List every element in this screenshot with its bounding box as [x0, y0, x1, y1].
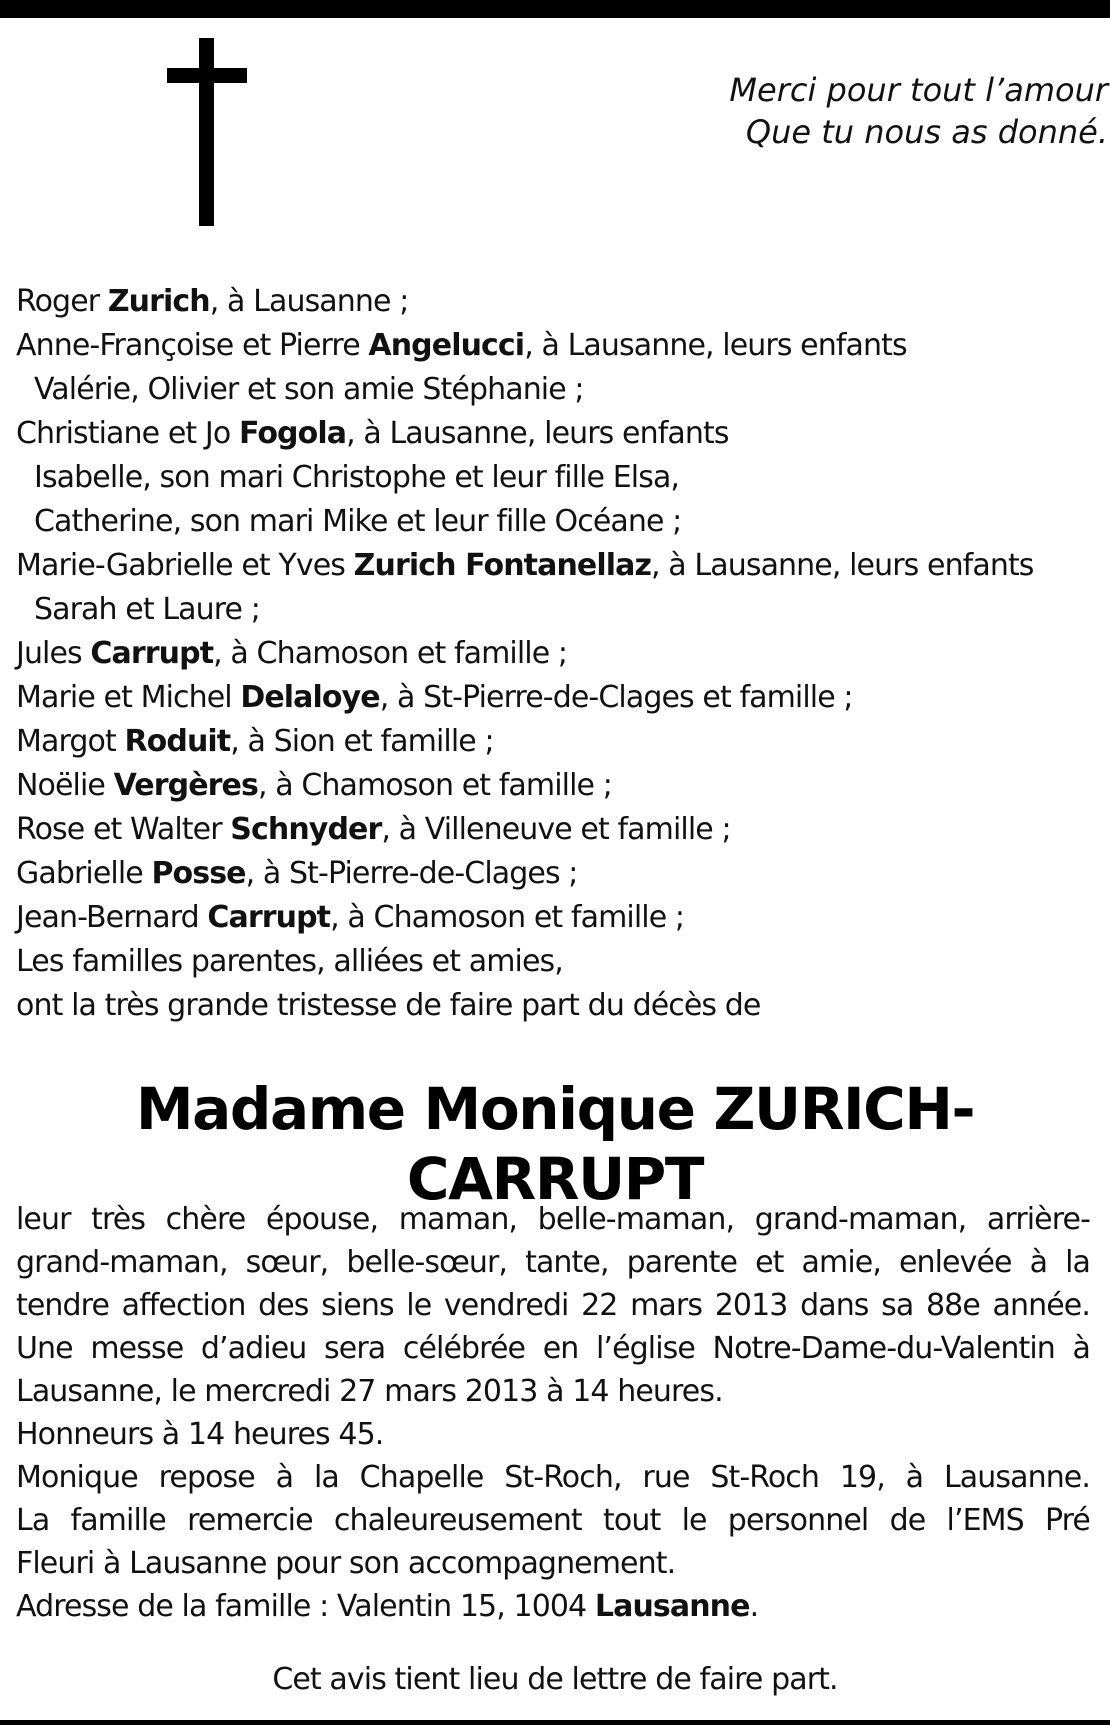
- mourner-line: Noëlie Vergères, à Chamoson et famille ;: [16, 768, 612, 803]
- body-line: Fleuri à Lausanne pour son accompagnement.: [16, 1546, 676, 1581]
- mourner-line: Gabrielle Posse, à St-Pierre-de-Clages ;: [16, 856, 578, 891]
- epigraph: [608, 69, 1108, 153]
- mourner-line: Margot Roduit, à Sion et famille ;: [16, 724, 494, 759]
- mourner-line: Anne-Françoise et Pierre Angelucci, à Lausanne, leurs enfants: [16, 328, 907, 363]
- latin-cross-icon: [167, 38, 247, 226]
- bottom-rule: [0, 1720, 1110, 1725]
- mourners-list: [16, 280, 1096, 1028]
- mourner-line: ont la très grande tristesse de faire part du décès de: [16, 988, 761, 1023]
- mourner-line: Jean-Bernard Carrupt, à Chamoson et famille ;: [16, 900, 685, 935]
- family-address: Adresse de la famille : Valentin 15, 1004 Lausanne.: [16, 1589, 759, 1624]
- body-line: La famille remercie chaleureusement tout le personnel de l’EMS Pré: [16, 1503, 1090, 1538]
- mourner-line: Jules Carrupt, à Chamoson et famille ;: [16, 636, 568, 671]
- cross-vertical-bar: [199, 38, 214, 226]
- mourner-line: Marie-Gabrielle et Yves Zurich Fontanellaz, à Lausanne, leurs enfants: [16, 548, 1034, 583]
- epigraph-line-2: Que tu nous as donné.: [745, 113, 1108, 151]
- notice-body: [16, 1198, 1090, 1628]
- address-city: Lausanne: [594, 1589, 750, 1624]
- top-rule: [0, 0, 1110, 18]
- mourner-line: Catherine, son mari Mike et leur fille Océane ;: [34, 504, 682, 539]
- cross-horizontal-bar: [167, 68, 247, 83]
- body-line: Honneurs à 14 heures 45.: [16, 1417, 384, 1452]
- body-line: Une messe d’adieu sera célébrée en l’église Notre-Dame-du-Valentin à: [16, 1331, 1090, 1366]
- body-line: tendre affection des siens le vendredi 22 mars 2013 dans sa 88e année.: [16, 1288, 1090, 1323]
- body-line: grand-maman, sœur, belle-sœur, tante, parente et amie, enlevée à la: [16, 1245, 1090, 1280]
- deceased-name: Madame Monique ZURICH-CARRUPT: [135, 1075, 975, 1213]
- mourner-line: Valérie, Olivier et son amie Stéphanie ;: [34, 372, 584, 407]
- mourner-line: Sarah et Laure ;: [34, 592, 260, 627]
- body-line: Lausanne, le mercredi 27 mars 2013 à 14 heures.: [16, 1374, 723, 1409]
- body-line: leur très chère épouse, maman, belle-maman, grand-maman, arrière-: [16, 1202, 1090, 1237]
- epigraph-line-1: Merci pour tout l’amour: [729, 71, 1108, 109]
- closing-note: Cet avis tient lieu de lettre de faire part.: [272, 1662, 838, 1697]
- mourner-line: Roger Zurich, à Lausanne ;: [16, 284, 409, 319]
- mourner-line: Marie et Michel Delaloye, à St-Pierre-de-Clages et famille ;: [16, 680, 853, 715]
- mourner-line: Isabelle, son mari Christophe et leur fille Elsa,: [34, 460, 680, 495]
- body-line: Monique repose à la Chapelle St-Roch, rue St-Roch 19, à Lausanne.: [16, 1460, 1090, 1495]
- mourner-line: Christiane et Jo Fogola, à Lausanne, leurs enfants: [16, 416, 729, 451]
- mourner-line: Les familles parentes, alliées et amies,: [16, 944, 563, 979]
- mourner-line: Rose et Walter Schnyder, à Villeneuve et famille ;: [16, 812, 731, 847]
